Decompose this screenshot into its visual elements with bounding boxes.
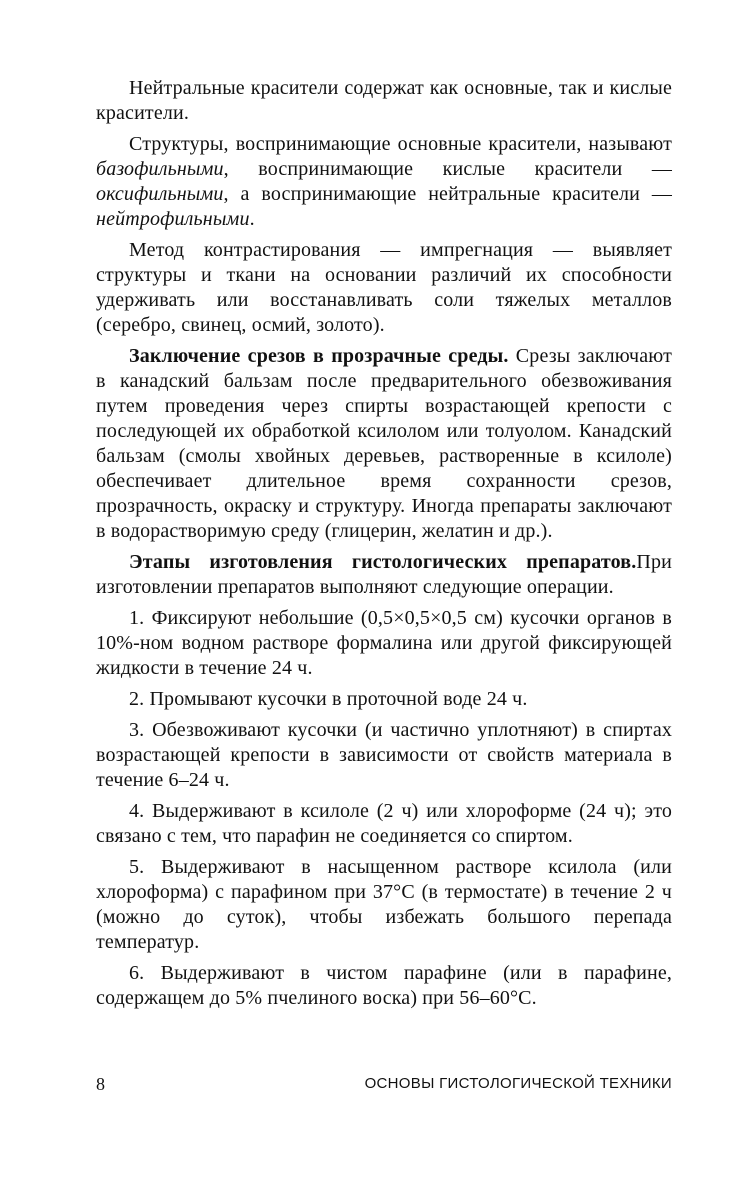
text-run: 3. Обезвоживают кусочки (и частично уплотняют) в спиртах возрастающей крепости в зависимости от свойств материала в течение 6–24 ч. xyxy=(96,719,672,791)
text-run: 5. Выдерживают в насыщенном растворе ксилола (или хлороформа) с парафином при 37°С (в термостате) в течение 2 ч (можно до суток), чтобы избежать большого перепада температур. xyxy=(96,856,672,953)
running-title: ОСНОВЫ ГИСТОЛОГИЧЕСКОЙ ТЕХНИКИ xyxy=(364,1075,672,1092)
page-footer xyxy=(96,1072,672,1096)
text-run: . xyxy=(249,208,255,230)
body-text xyxy=(96,76,672,1017)
text-run: 4. Выдерживают в ксилоле (2 ч) или хлороформе (24 ч); это связано с тем, что парафин не соединяется со спиртом. xyxy=(96,800,672,847)
bold-heading-run: Заключение срезов в прозрачные среды. xyxy=(129,345,509,367)
paragraph xyxy=(96,961,672,1011)
text-run: , а воспринимающие нейтральные красители — xyxy=(223,183,672,205)
paragraph xyxy=(96,718,672,793)
text-run: 6. Выдерживают в чистом парафине (или в парафине, содержащем до 5% пчелиного воска) при 56–60°С. xyxy=(96,962,672,1009)
paragraph xyxy=(96,132,672,232)
paragraph xyxy=(96,344,672,544)
text-run: При изготовлении препаратов выполняют следующие операции. xyxy=(96,551,672,598)
paragraph xyxy=(96,238,672,338)
paragraph xyxy=(96,855,672,955)
italic-term-run: оксифильными xyxy=(96,183,224,205)
page-number: 8 xyxy=(96,1074,105,1094)
paragraph xyxy=(96,76,672,126)
paragraph xyxy=(96,799,672,849)
text-run: , воспринимающие кислые красители — xyxy=(223,158,672,180)
paragraph xyxy=(96,606,672,681)
text-run: 1. Фиксируют небольшие (0,5×0,5×0,5 см) кусочки органов в 10%-ном водном растворе формалина или другой фиксирующей жидкости в течение 24 ч. xyxy=(96,607,672,679)
italic-term-run: нейтрофильными xyxy=(96,208,250,230)
paragraph xyxy=(96,550,672,600)
text-run: Метод контрастирования — импрегнация — выявляет структуры и ткани на основании различий их способности удерживать или восстанавливать соли тяжелых металлов (серебро, свинец, осмий, золото). xyxy=(96,239,672,336)
text-run: Срезы заключают в канадский бальзам после предварительного обезвоживания путем проведения через спирты возрастающей крепости с последующей их обработкой ксилолом или толуолом. Канадский бальзам (смолы хвойных деревьев, растворенные в ксилоле) обеспечивает длительное время сохранности срезов, прозрачность, окраску и структуру. Иногда препараты заключают в водорастворимую среду (глицерин, желатин и др.). xyxy=(96,345,672,542)
bold-heading-run: Этапы изготовления гистологических препаратов. xyxy=(129,551,637,573)
italic-term-run: базофильными xyxy=(96,158,224,180)
text-run: Нейтральные красители содержат как основные, так и кислые красители. xyxy=(96,77,672,124)
text-run: Структуры, воспринимающие основные красители, называют xyxy=(129,133,672,155)
text-run: 2. Промывают кусочки в проточной воде 24 ч. xyxy=(129,688,528,710)
paragraph xyxy=(96,687,672,712)
